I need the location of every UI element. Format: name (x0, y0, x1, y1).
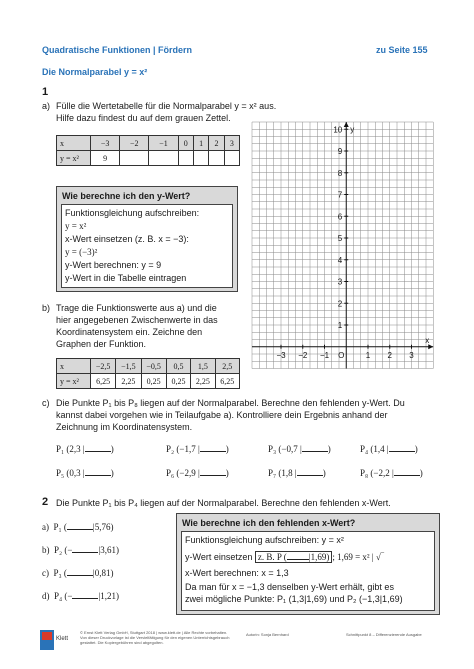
table1-y-cell[interactable] (149, 151, 178, 166)
hint-2-title: Wie berechne ich den fehlenden x-Wert? (182, 518, 356, 528)
task-1b-text: Trage die Funktionswerte aus a) und die (56, 303, 217, 313)
table1-y-label: y = x² (57, 151, 91, 166)
publisher-name: Klett (56, 636, 69, 642)
task-1c-text: Zeichnung im Koordinatensystem. (56, 422, 193, 432)
table2-x-cell: −0,5 (141, 359, 166, 374)
tick-labels (276, 125, 429, 360)
y-tick-label: 6 (337, 212, 343, 222)
point-p1: P₁ (2,3 | ) (56, 444, 114, 454)
y-axis-label: y (350, 125, 355, 134)
hint-2-line: zwei mögliche Punkte: P₁ (1,3|1,69) und P₂ (−1,3|1,69) (185, 594, 403, 604)
task-1b-text: hier angegebenen Zwischenwerte in das (56, 315, 218, 325)
task-2-number: 2 (42, 496, 49, 508)
page-subtitle: Die Normalparabel y = x² (42, 67, 148, 77)
table1-x-cell: −1 (149, 136, 178, 151)
x-tick-label: −1 (319, 350, 330, 360)
task-1c-text: kannst dabei vorgehen wie in Teilaufgabe a). Kontrolliere dein Ergebnis anhand der (56, 410, 388, 420)
table2-y-cell: 6,25 (91, 374, 116, 389)
coordinate-system[interactable] (248, 118, 438, 388)
y-tick-label: 4 (337, 255, 343, 265)
point-p6: P₆ (−2,9 | ) (166, 468, 229, 478)
hint-2-line: x-Wert berechnen: x = 1,3 (185, 568, 289, 578)
y-tick-label: 10 (333, 125, 343, 135)
table1-y-cell[interactable] (193, 151, 208, 166)
answer-blank[interactable] (302, 442, 328, 452)
y-tick-label: 7 (337, 190, 343, 200)
answer-blank[interactable] (85, 442, 111, 452)
table2-x-cell: 0,5 (166, 359, 190, 374)
table2-y-cell: 0,25 (166, 374, 190, 389)
task-2b: b) P₂ (− |3,61) (42, 545, 120, 555)
y-tick-label: 9 (337, 147, 343, 156)
table1-y-cell: 9 (91, 151, 120, 166)
answer-blank[interactable] (85, 466, 111, 476)
hint-1-line: y = (−3)² (65, 247, 98, 257)
point-p3: P₃ (−0,7 | ) (268, 444, 331, 454)
answer-blank[interactable] (67, 520, 93, 530)
header-title: Quadratische Funktionen | Fördern (42, 45, 193, 55)
table2-x-cell: −2,5 (91, 359, 116, 374)
table1-x-cell: −2 (120, 136, 149, 151)
table1-y-cell[interactable] (120, 151, 149, 166)
answer-blank[interactable] (394, 466, 420, 476)
task-2-intro: Die Punkte P₁ bis P₄ liegen auf der Normalparabel. Berechne den fehlenden x-Wert. (56, 498, 391, 508)
table1-x-cell: −3 (91, 136, 120, 151)
hint-1-title: Wie berechne ich den y-Wert? (62, 191, 191, 201)
task-1b-text: Koordinatensystem ein. Zeichne den (56, 327, 203, 337)
y-tick-label: 8 (337, 168, 343, 178)
y-tick-label: 3 (337, 277, 343, 287)
task-1a-label: a) (42, 101, 51, 111)
answer-blank[interactable] (72, 543, 98, 553)
answer-blank[interactable] (200, 442, 226, 452)
task-1b-label: b) (42, 303, 51, 313)
klett-logo (40, 630, 54, 650)
task-2a: a) P₁ ( |5,76) (42, 522, 114, 532)
x-tick-label: O (338, 350, 345, 360)
answer-blank[interactable] (297, 466, 323, 476)
hint-2-line: Da man für x = −1,3 denselben y-Wert erhält, gibt es (185, 582, 394, 592)
point-p5: P₅ (0,3 | ) (56, 468, 114, 478)
table2-y-cell: 2,25 (116, 374, 141, 389)
value-table-2 (56, 358, 240, 389)
answer-blank[interactable] (200, 466, 226, 476)
table1-x-cell: 1 (193, 136, 208, 151)
point-p8: P₈ (−2,2 | ) (360, 468, 423, 478)
table1-y-cell[interactable] (178, 151, 193, 166)
hint-1-line: y-Wert berechnen: y = 9 (65, 260, 162, 270)
table2-x-label: x (57, 359, 91, 374)
point-p4: P₄ (1,4 | ) (360, 444, 418, 454)
hint-box-y-value (56, 186, 238, 292)
x-tick-label: −3 (276, 350, 286, 360)
answer-blank[interactable] (67, 566, 93, 576)
task-2c: c) P₃ ( |0,81) (42, 568, 114, 578)
table2-x-cell: −1,5 (116, 359, 141, 374)
hint-1-line: Funktionsgleichung aufschreiben: (65, 208, 200, 218)
value-table-1 (56, 135, 240, 166)
table2-y-cell: 0,25 (141, 374, 166, 389)
x-tick-label: −2 (298, 350, 308, 360)
x-tick-label: 1 (365, 350, 371, 360)
point-p7: P₇ (1,8 | ) (268, 468, 326, 478)
hint-1-line: y = x² (65, 221, 87, 231)
task-1a-text-2: Hilfe dazu findest du auf dem grauen Zettel. (56, 113, 231, 123)
x-axis-arrow (428, 344, 433, 349)
table2-y-cell: 6,25 (215, 374, 239, 389)
page-reference: zu Seite 155 (376, 45, 428, 55)
table1-y-cell[interactable] (209, 151, 224, 166)
x-tick-label: 2 (387, 350, 392, 360)
table1-x-cell: 3 (224, 136, 239, 151)
grid-lines (252, 122, 433, 369)
table1-x-cell: 0 (178, 136, 193, 151)
answer-blank[interactable] (389, 442, 415, 452)
task-1-number: 1 (42, 86, 49, 98)
table2-y-cell: 2,25 (191, 374, 215, 389)
table2-x-cell: 1,5 (191, 359, 215, 374)
table1-y-cell[interactable] (224, 151, 239, 166)
task-1b-text: Graphen der Funktion. (56, 339, 147, 349)
y-axis-arrow (344, 122, 349, 127)
table1-x-label: x (57, 136, 91, 151)
hint-2-line: Funktionsgleichung aufschreiben: y = x² (185, 535, 344, 545)
table2-x-cell: 2,5 (215, 359, 239, 374)
x-tick-label: 3 (409, 350, 414, 360)
table2-y-label: y = x² (57, 374, 91, 389)
task-1a-text-1: Fülle die Wertetabelle für die Normalparabel y = x² aus. (56, 101, 277, 111)
author: Autorin: Sonja Bernhard (246, 632, 289, 637)
task-2d: d) P₄ (− |1,21) (42, 591, 120, 601)
table1-x-cell: 2 (209, 136, 224, 151)
task-1c-text: Die Punkte P₁ bis P₈ liegen auf der Normalparabel. Berechne den fehlenden y-Wert. Du (56, 398, 405, 408)
hint-2-line: y-Wert einsetzen z. B. P ( |1,69) ; 1,69 = x² | √‾ (185, 552, 384, 562)
task-1c-label: c) (42, 398, 50, 408)
point-p2: P₂ (−1,7 | ) (166, 444, 229, 454)
x-axis-label: x (425, 335, 430, 345)
hint-1-line: y-Wert in die Tabelle eintragen (65, 273, 187, 283)
y-tick-label: 2 (337, 299, 343, 309)
y-tick-label: 5 (337, 234, 343, 243)
hint-box-x-value (176, 513, 440, 615)
hint-1-line: x-Wert einsetzen (z. B. x = −3): (65, 234, 189, 244)
y-tick-label: 1 (337, 321, 343, 330)
answer-blank[interactable] (72, 589, 98, 599)
copyright-notice: © Ernst Klett Verlag GmbH, Stuttgart 2018 | www.klett.de | Alle Rechte vorbehalten. Von dieser Druckvorlage ist die Vervielfältigung für den eigenen Unterrichtsgebrauch gestattet. Die Kopiergebühren sind abgegolten. (80, 630, 230, 645)
source: Schnittpunkt 8 – Differenzierende Ausgabe (346, 632, 422, 637)
